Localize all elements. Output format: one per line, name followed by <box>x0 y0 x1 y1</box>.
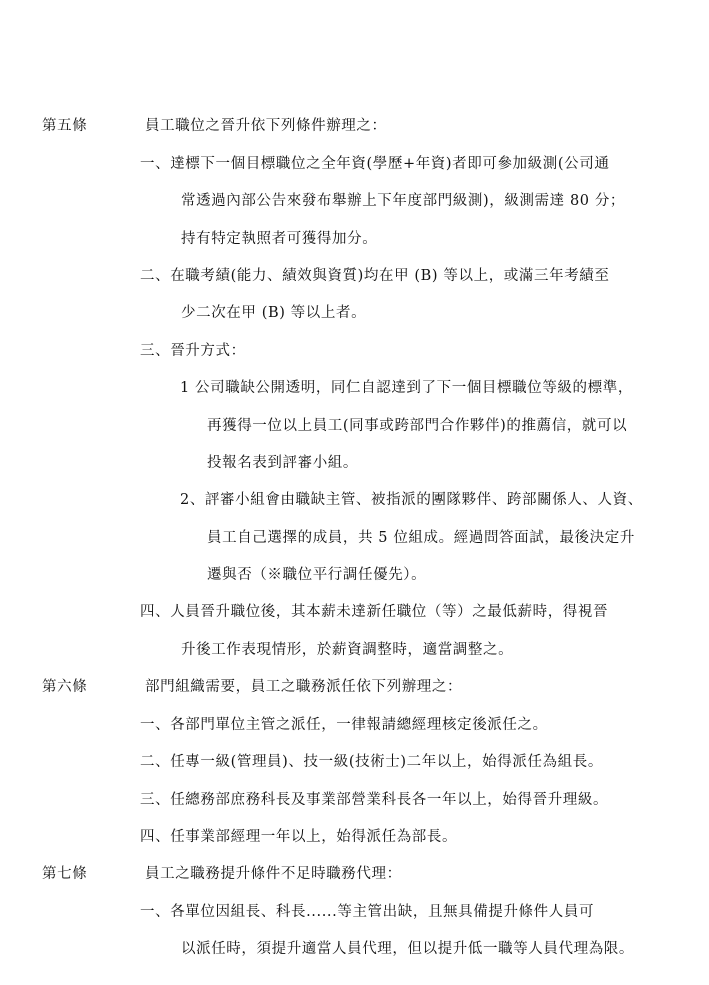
article-6-heading: 部門組織需要，員工之職務派任依下列辦理之： <box>145 679 463 695</box>
article-5-item-3-sub-1-line-3: 投報名表到評審小組。 <box>207 455 358 471</box>
article-5-item-3-sub-2-line-2: 員工自己選擇的成員，共 5 位組成。經過問答面試，最後決定升 <box>207 530 635 546</box>
article-5-item-3-line-1: 三、晉升方式： <box>140 343 246 359</box>
article-6-item-1: 一、各部門單位主管之派任，一律報請總經理核定後派任之。 <box>140 717 548 733</box>
article-6-item-4: 四、任事業部經理一年以上，始得派任為部長。 <box>140 829 458 845</box>
article-5-item-4-line-2: 升後工作表現情形，於薪資調整時，適當調整之。 <box>181 642 514 658</box>
article-7-item-1-line-1: 一、各單位因組長、科長......等主管出缺，且無具備提升條件人員可 <box>140 904 595 920</box>
article-5-item-4-line-1: 四、人員晉升職位後，其本薪未達新任職位（等）之最低薪時，得視晉 <box>140 604 609 620</box>
article-5-item-1-line-2: 常透過內部公告來發布舉辦上下年度部門級測)，級測需達 80 分； <box>181 193 626 209</box>
article-7-item-1-line-2: 以派任時，須提升適當人員代理，但以提升低一職等人員代理為限。 <box>181 941 634 957</box>
article-6-label: 第六條 <box>42 679 88 695</box>
article-5-item-2-line-2: 少二次在甲 (B) 等以上者。 <box>181 305 367 321</box>
article-5-item-2-line-1: 二、在職考績(能力、績效與資質)均在甲 (B) 等以上，或滿三年考績至 <box>140 268 610 284</box>
article-7-heading: 員工之職務提升條件不足時職務代理： <box>145 866 402 882</box>
article-5-item-3-sub-2-line-3: 遷與否（※職位平行調任優先）。 <box>207 567 427 583</box>
article-5-item-1-line-1: 一、達標下一個目標職位之全年資(學歷+年資)者即可參加級測(公司通 <box>140 156 610 172</box>
article-7-label: 第七條 <box>42 866 88 882</box>
article-5-item-3-sub-2-line-1: 2、評審小組會由職缺主管、被指派的團隊夥伴、跨部關係人、人資、 <box>180 492 643 508</box>
article-5-item-1-line-3: 持有特定執照者可獲得加分。 <box>181 231 378 247</box>
article-6-item-3: 三、任總務部庶務科長及事業部營業科長各一年以上，始得晉升理級。 <box>140 792 609 808</box>
article-5-item-3-sub-1-line-2: 再獲得一位以上員工(同事或跨部門合作夥伴)的推薦信，就可以 <box>207 418 628 434</box>
article-5-label: 第五條 <box>42 118 88 134</box>
article-6-item-2: 二、任專一級(管理員)、技一級(技術士)二年以上，始得派任為組長。 <box>140 754 603 770</box>
article-5-item-3-sub-1-line-1: 1 公司職缺公開透明，同仁自認達到了下一個目標職位等級的標準， <box>180 380 633 396</box>
article-5-heading: 員工職位之晉升依下列條件辦理之： <box>145 118 387 134</box>
